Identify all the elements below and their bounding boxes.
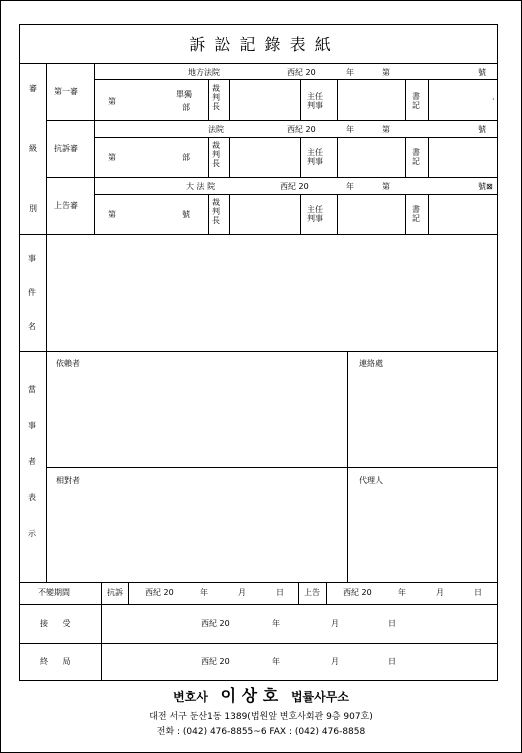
level-1-cell-line-e xyxy=(405,79,406,120)
parties-row-divider xyxy=(46,467,498,468)
parties-section-bottom xyxy=(19,582,498,583)
level-3-cell-line-c xyxy=(300,194,301,234)
level-3-cell-line-b xyxy=(229,194,230,234)
level-2-cell-line-e xyxy=(405,137,406,177)
level-3-name: 上告審 xyxy=(54,201,78,210)
level-3-year-unit: 年 xyxy=(346,182,354,191)
level-2-name: 抗訴審 xyxy=(54,144,78,153)
level-1-cell-line-d xyxy=(337,79,338,120)
client-label: 依賴者 xyxy=(56,359,80,368)
appeal-date-month: 月 xyxy=(238,588,246,597)
level-3-judge: 主任 判事 xyxy=(307,205,323,223)
receipt-label: 接 受 xyxy=(40,619,77,628)
level-1-dept-mid: 單獨 xyxy=(176,90,192,99)
level-2-row-line xyxy=(94,137,498,138)
level-2-dept-right: 部 xyxy=(182,153,190,162)
agent-label: 代理人 xyxy=(359,476,383,485)
level-1-name: 第一審 xyxy=(54,87,78,96)
appeal-row-line-b xyxy=(128,582,129,604)
supreme-date-year: 西紀 20 xyxy=(343,588,372,597)
level-1-dept-right: 部 xyxy=(182,103,190,112)
opponent-label: 相對者 xyxy=(56,476,80,485)
level-1-year-prefix: 西紀 20 xyxy=(287,68,316,77)
footer-office-prefix: 변호사 xyxy=(173,690,208,704)
level-1-presiding: 裁 判 長 xyxy=(212,84,220,111)
level-1-tail: · xyxy=(492,95,495,104)
supreme-date-day: 日 xyxy=(474,588,482,597)
level-2-cell-line-b xyxy=(229,137,230,177)
level-2-judge: 主任 判事 xyxy=(307,148,323,166)
level-1-cell-line-c xyxy=(300,79,301,120)
level-1-year-unit: 年 xyxy=(346,68,354,77)
footer-phone: 전화 : (042) 476-8855~6 FAX : (042) 476-8858 xyxy=(156,727,366,737)
level-1-dept-left: 第 xyxy=(108,97,116,106)
supreme-date-month: 月 xyxy=(436,588,444,597)
close-date-day: 日 xyxy=(388,657,396,666)
parties-label: 當 事 者 表 示 xyxy=(28,385,36,538)
appeal-row-bottom xyxy=(19,604,498,605)
receipt-row-bottom xyxy=(19,643,498,644)
level-2-court: 法院 xyxy=(208,125,224,134)
level-3-row-line xyxy=(94,194,498,195)
close-date-month: 月 xyxy=(331,657,339,666)
footer-lawyer-name: 이 상 호 xyxy=(220,686,279,705)
close-date-year: 西紀 20 xyxy=(201,657,230,666)
appeal-date-day: 日 xyxy=(276,588,284,597)
footer-office-suffix: 법률사무소 xyxy=(290,690,349,704)
appeal-label: 抗訴 xyxy=(107,588,123,597)
appeal-row-line-d xyxy=(326,582,327,604)
level-1-judge: 主任 判事 xyxy=(307,92,323,110)
level-2-presiding: 裁 判 長 xyxy=(212,141,220,168)
level-3-year-prefix: 西紀 20 xyxy=(280,182,309,191)
level-2-year-unit: 年 xyxy=(346,125,354,134)
level-3-case-mark: 第 xyxy=(382,182,390,191)
level-1-cell-line-f xyxy=(428,79,429,120)
case-name-label: 事 件 名 xyxy=(28,254,36,331)
level-3-cell-line-f xyxy=(428,194,429,234)
close-label: 終 局 xyxy=(40,657,77,666)
level-3-court: 大 法 院 xyxy=(186,182,216,191)
level-label: 審 級 別 xyxy=(29,84,37,213)
level-3-presiding: 裁 判 長 xyxy=(212,198,220,225)
case-name-bottom xyxy=(19,351,498,352)
level-1-row-line xyxy=(94,79,498,80)
level-3-cell-line-a xyxy=(208,194,209,234)
level-1-case-mark: 第 xyxy=(382,68,390,77)
level-1-cell-line-b xyxy=(229,79,230,120)
level-2-case-mark: 第 xyxy=(382,125,390,134)
appeal-date-year: 西紀 20 xyxy=(145,588,174,597)
appeal-date-year-unit: 年 xyxy=(200,588,208,597)
level-2-cell-line-c xyxy=(300,137,301,177)
level-1-case-suffix: 號 xyxy=(478,68,486,77)
title-divider xyxy=(19,63,498,64)
level-2-cell-line-a xyxy=(208,137,209,177)
supreme-appeal-label: 上告 xyxy=(304,588,320,597)
level-2-cell-line-d xyxy=(337,137,338,177)
close-date-year-unit: 年 xyxy=(272,657,280,666)
receipt-date-year-unit: 年 xyxy=(272,619,280,628)
level-2-case-suffix: 號 xyxy=(478,125,486,134)
level-3-dept-right: 號 xyxy=(182,210,190,219)
form-title: 訴 訟 記 錄 表 紙 xyxy=(189,35,333,54)
appeal-row-line-a xyxy=(101,582,102,604)
footer-address: 대전 서구 둔산1동 1389(법원앞 변호사회관 9층 907호) xyxy=(149,712,373,722)
section-left-column-line xyxy=(46,63,47,582)
level-2-cell-line-f xyxy=(428,137,429,177)
level-3-cell-line-e xyxy=(405,194,406,234)
level-1-clerk: 書 記 xyxy=(412,92,420,110)
level-name-column-line xyxy=(94,63,95,234)
level-1-court: 地方法院 xyxy=(188,68,220,77)
receipt-date-year: 西紀 20 xyxy=(201,619,230,628)
level-divider-1 xyxy=(46,120,498,121)
receipt-date-month: 月 xyxy=(331,619,339,628)
contact-label: 連絡處 xyxy=(359,359,383,368)
level-3-clerk: 書 記 xyxy=(412,205,420,223)
footer-office-line xyxy=(0,688,522,707)
level-3-case-suffix: 號⊠ xyxy=(478,182,493,191)
receipt-date-day: 日 xyxy=(388,619,396,628)
level-section-bottom xyxy=(19,234,498,235)
level-2-dept-left: 第 xyxy=(108,153,116,162)
level-divider-2 xyxy=(46,177,498,178)
appeal-period-label: 不變期間 xyxy=(38,588,70,597)
level-2-year-prefix: 西紀 20 xyxy=(287,125,316,134)
level-3-dept-left: 第 xyxy=(108,210,116,219)
appeal-row-line-c xyxy=(298,582,299,604)
level-2-clerk: 書 記 xyxy=(412,148,420,166)
supreme-date-year-unit: 年 xyxy=(398,588,406,597)
level-3-cell-line-d xyxy=(337,194,338,234)
level-1-cell-line-a xyxy=(208,79,209,120)
